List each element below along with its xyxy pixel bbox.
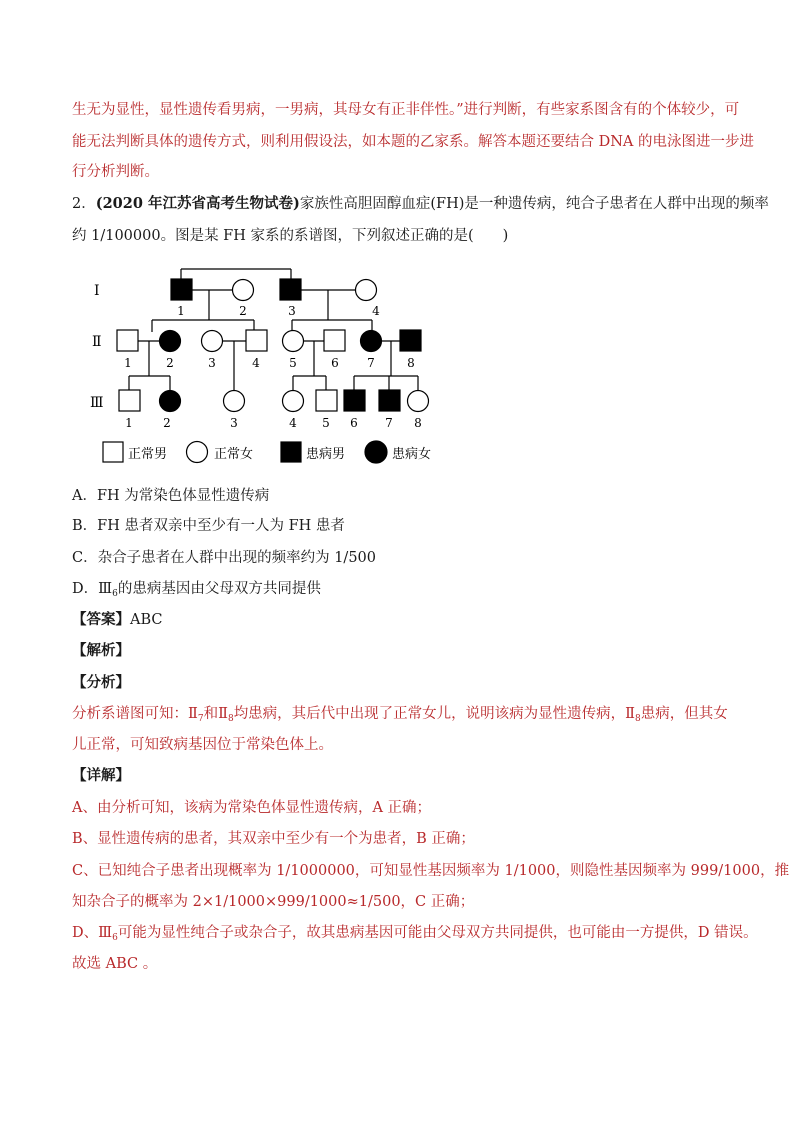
gen3-num-1: 1 — [125, 416, 133, 430]
legend-normal-male-icon — [103, 442, 123, 462]
question-stem-1: 家族性高胆固醇血症(FH)是一种遗传病，纯合子患者在人群中出现的频率 — [299, 196, 769, 212]
detail-conclusion: 故选 ABC 。 — [72, 956, 158, 972]
answer-line — [72, 610, 163, 630]
gen2-3-normal-female — [202, 331, 223, 352]
detail-c2: 知杂合子的概率为 2×1/1000×999/1000≈1/500，C 正确； — [72, 894, 475, 910]
gen3-7-affected-male — [379, 390, 400, 411]
legend-affected-female-icon — [365, 441, 387, 463]
gen3-2-affected-female — [160, 391, 181, 412]
detail-a: A、由分析可知，该病为常染色体显性遗传病，A 正确； — [72, 800, 432, 816]
gen3-num-4: 4 — [289, 416, 297, 430]
answer-value: ABC — [130, 612, 163, 628]
gen3-num-5: 5 — [322, 416, 330, 430]
fenxi-text-b: 和Ⅱ — [203, 706, 228, 722]
gen2-num-2: 2 — [166, 356, 174, 370]
question-source: (2020 年江苏省高考生物试卷) — [95, 195, 300, 212]
intro-line-3: 行分析判断。 — [72, 164, 159, 180]
gen3-1-normal-male — [119, 390, 140, 411]
gen-label-1: Ⅰ — [94, 283, 100, 299]
option-d — [72, 579, 321, 604]
option-b: B．FH 患者双亲中至少有一人为 FH 患者 — [72, 518, 345, 534]
gen3-num-6: 6 — [350, 416, 358, 430]
fenxi-label: 【分析】 — [72, 674, 130, 691]
option-a: A．FH 为常染色体显性遗传病 — [72, 488, 270, 504]
fenxi-sub-2: 8 — [227, 714, 234, 724]
gen3-num-2: 2 — [163, 416, 171, 430]
analysis-label: 【解析】 — [72, 642, 130, 659]
detail-c1: C、已知纯合子患者出现概率为 1/1000000，可知显性基因频率为 1/1000，则隐性基因频率为 999/1000，推 — [72, 863, 790, 879]
detail-d — [72, 923, 758, 948]
legend-affected-male-label: 患病男 — [306, 447, 346, 462]
gen2-num-5: 5 — [289, 356, 297, 370]
gen-label-2: Ⅱ — [92, 334, 102, 350]
gen2-num-1: 1 — [124, 356, 132, 370]
fenxi-sub-1: 7 — [197, 714, 204, 724]
gen3-6-affected-male — [344, 390, 365, 411]
gen2-6-normal-male — [324, 330, 345, 351]
option-c: C．杂合子患者在人群中出现的频率约为 1/500 — [72, 550, 376, 566]
gen1-3-affected-male — [280, 279, 301, 300]
gen2-num-4: 4 — [252, 356, 260, 370]
detail-d-text: 可能为显性纯合子或杂合子，故其患病基因可能由父母双方共同提供，也可能由一方提供，D 错误。 — [117, 925, 758, 941]
gen2-8-affected-male — [400, 330, 421, 351]
gen3-4-normal-female — [283, 391, 304, 412]
gen3-3-normal-female — [224, 391, 245, 412]
fenxi-text-a: 分析系谱图可知：Ⅱ — [72, 706, 198, 722]
gen3-num-8: 8 — [414, 416, 422, 430]
gen1-num-1: 1 — [177, 304, 185, 318]
gen2-num-8: 8 — [407, 356, 415, 370]
gen-label-3: Ⅲ — [90, 395, 104, 411]
option-d-prefix: D．Ⅲ — [72, 581, 113, 597]
fenxi-text-d: 患病，但其女 — [640, 706, 728, 722]
detail-d-prefix: D、Ⅲ — [72, 925, 113, 941]
question-line-1 — [72, 194, 769, 214]
gen2-num-7: 7 — [367, 356, 375, 370]
gen2-num-6: 6 — [331, 356, 339, 370]
gen3-num-7: 7 — [385, 416, 393, 430]
gen1-num-3: 3 — [288, 304, 296, 318]
intro-line-2: 能无法判断具体的遗传方式，则利用假设法，如本题的乙家系。解答本题还要结合 DNA 的电泳图进一步进 — [72, 134, 754, 150]
legend-affected-female-label: 患病女 — [392, 447, 432, 462]
question-number: 2． — [72, 196, 96, 212]
intro-line-1: 生无为显性，显性遗传看男病，一男病，其母女有正非伴性。”进行判断，有些家系图含有的个体较少，可 — [72, 102, 740, 118]
gen3-8-normal-female — [408, 391, 429, 412]
gen2-5-normal-female — [283, 331, 304, 352]
legend-normal-female-label: 正常女 — [214, 447, 254, 462]
detail-label: 【详解】 — [72, 767, 130, 784]
gen1-num-4: 4 — [372, 304, 380, 318]
fenxi-line-2: 儿正常，可知致病基因位于常染色体上。 — [72, 737, 333, 753]
pedigree-legend — [103, 441, 431, 463]
legend-normal-female-icon — [187, 442, 208, 463]
gen1-num-2: 2 — [239, 304, 247, 318]
pedigree-diagram — [72, 264, 452, 476]
gen2-7-affected-female — [361, 331, 382, 352]
gen1-2-normal-female — [233, 280, 254, 301]
gen1-1-affected-male — [171, 279, 192, 300]
option-d-text: 的患病基因由父母双方共同提供 — [117, 581, 321, 597]
answer-label: 【答案】 — [72, 611, 130, 628]
fenxi-line-1 — [72, 704, 728, 729]
detail-b: B、显性遗传病的患者，其双亲中至少有一个为患者，B 正确； — [72, 831, 475, 847]
gen2-4-normal-male — [246, 330, 267, 351]
legend-affected-male-icon — [281, 442, 301, 462]
detail-d-subscript: 6 — [112, 933, 118, 943]
legend-normal-male-label: 正常男 — [128, 447, 168, 462]
gen3-5-normal-male — [316, 390, 337, 411]
fenxi-sub-3: 8 — [635, 714, 641, 724]
question-stem-2: 约 1/100000。图是某 FH 家系的系谱图，下列叙述正确的是( ) — [72, 228, 509, 244]
option-d-subscript: 6 — [112, 589, 118, 599]
fenxi-text-c: 均患病，其后代中出现了正常女儿，说明该病为显性遗传病，Ⅱ — [233, 706, 636, 722]
gen1-4-normal-female — [356, 280, 377, 301]
gen2-num-3: 3 — [208, 356, 216, 370]
gen2-1-normal-male — [117, 330, 138, 351]
gen2-2-affected-female — [160, 331, 181, 352]
gen3-num-3: 3 — [230, 416, 238, 430]
